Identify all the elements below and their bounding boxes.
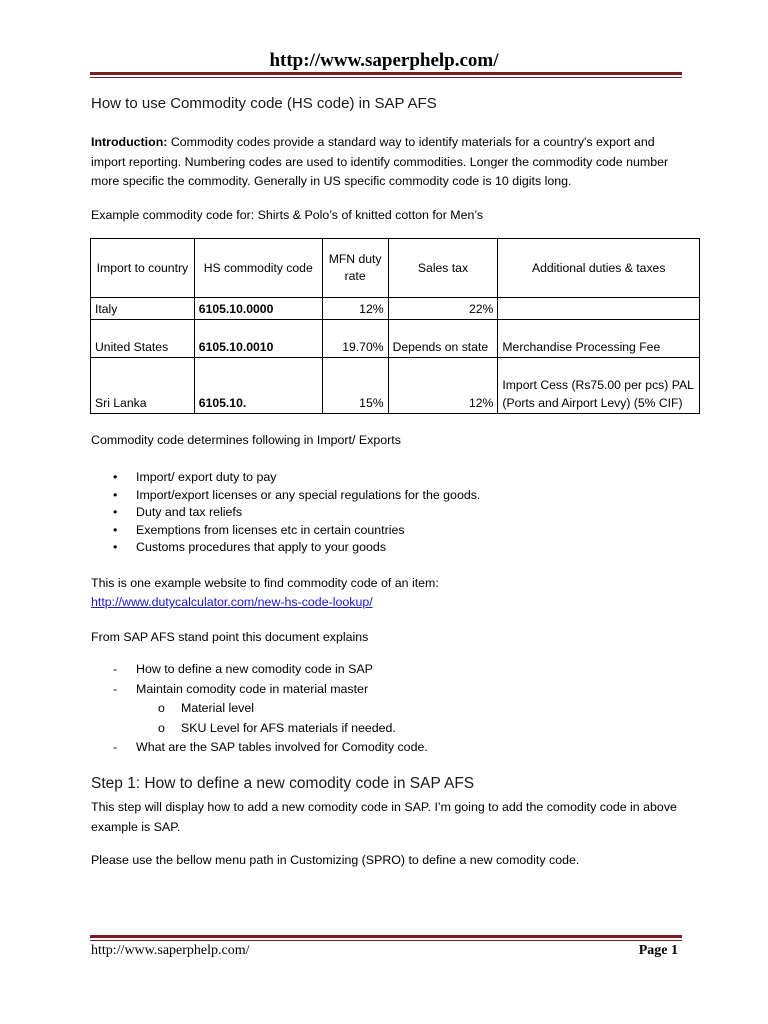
document-title: How to use Commodity code (HS code) in SAP AFS: [91, 95, 437, 112]
step1-instruction: Please use the bellow menu path in Customizing (SPRO) to define a new comodity code.: [91, 853, 580, 867]
page-number: Page 1: [638, 943, 678, 958]
header-url: http://www.saperphelp.com/: [269, 50, 499, 71]
list-item: • Import/ export duty to pay: [91, 469, 480, 487]
list-item: o SKU Level for AFS materials if needed.: [158, 720, 396, 735]
footer-rule: [90, 935, 682, 941]
list-item: o Material level: [158, 701, 254, 715]
header-rule: [90, 72, 682, 78]
table-row: [91, 320, 700, 358]
list-item: - Maintain comodity code in material master: [113, 681, 369, 696]
cell-extra: Merchandise Processing Fee: [498, 320, 700, 358]
cell-hs-code: 6105.10.0000: [194, 298, 322, 320]
footer-url: http://www.saperphelp.com/: [91, 943, 250, 958]
determines-text: Commodity code determines following in Import/ Exports: [91, 433, 401, 447]
cell-extra: Import Cess (Rs75.00 per pcs) PAL (Ports and Airport Levy) (5% CIF): [498, 358, 700, 414]
website-text: This is one example website to find commodity code of an item:: [91, 576, 439, 590]
cell-sales-tax: 12%: [388, 358, 498, 414]
intro-text: Commodity codes provide a standard way to identify materials for a country's export and import reporting. Numbering codes are used to identify commodities. Longer the commodity code number more specific the commodity. Generally in US specific commodity code is 10 digits long.: [91, 135, 669, 188]
header-sales-tax: Sales tax: [388, 239, 498, 298]
intro-paragraph: [91, 133, 691, 192]
table-row: [91, 298, 700, 320]
step1-heading: Step 1: How to define a new comodity code in SAP AFS: [91, 775, 475, 792]
from-text: From SAP AFS stand point this document explains: [91, 630, 369, 644]
cell-country: Sri Lanka: [91, 358, 195, 414]
cell-sales-tax: 22%: [388, 298, 498, 320]
list-item: • Customs procedures that apply to your goods: [91, 539, 480, 557]
header-additional-duties: Additional duties & taxes: [498, 239, 700, 298]
list-item: • Exemptions from licenses etc in certain countries: [91, 522, 480, 540]
cell-extra: [498, 298, 700, 320]
dutycalculator-link[interactable]: http://www.dutycalculator.com/new-hs-code-lookup/: [91, 595, 373, 609]
cell-country: Italy: [91, 298, 195, 320]
header-import-country: Import to country: [91, 239, 195, 298]
intro-label: Introduction:: [91, 135, 168, 149]
list-item: • Import/export licenses or any special regulations for the goods.: [91, 487, 480, 505]
table-header-row: [91, 239, 700, 298]
cell-mfn: 15%: [322, 358, 388, 414]
cell-hs-code: 6105.10.0010: [194, 320, 322, 358]
list-item: • Duty and tax reliefs: [91, 504, 480, 522]
list-item: - What are the SAP tables involved for Comodity code.: [113, 740, 428, 754]
explains-list: [91, 660, 428, 758]
example-text: Example commodity code for: Shirts & Polo’s of knitted cotton for Men’s: [91, 208, 484, 222]
cell-hs-code: 6105.10.: [194, 358, 322, 414]
table-row: [91, 358, 700, 414]
bullet-list: [91, 469, 480, 557]
cell-country: United States: [91, 320, 195, 358]
cell-mfn: 12%: [322, 298, 388, 320]
cell-mfn: 19.70%: [322, 320, 388, 358]
cell-sales-tax: Depends on state: [388, 320, 498, 358]
step1-description: This step will display how to add a new comodity code in SAP. I’m going to add the comodity code in above example is SAP.: [91, 800, 677, 834]
list-item: - How to define a new comodity code in SAP: [113, 662, 373, 676]
header-hs-code: HS commodity code: [194, 239, 322, 298]
commodity-table: [90, 238, 700, 414]
header-mfn-rate: MFN duty rate: [322, 239, 388, 298]
